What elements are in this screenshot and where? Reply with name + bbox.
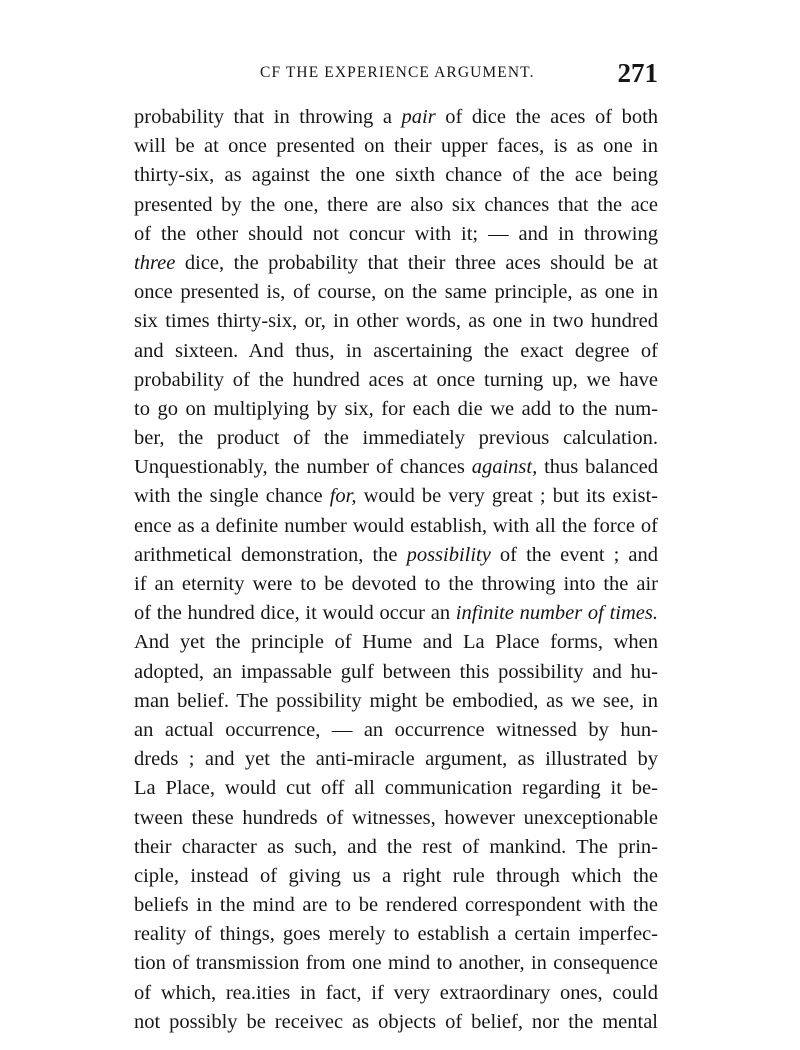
- text-segment: and sixteen. And thus, in ascertaining the exact degree of: [134, 339, 658, 362]
- text-line: [134, 424, 658, 453]
- text-line: [134, 307, 658, 336]
- text-line: [134, 979, 658, 1008]
- text-segment: man belief. The possibility might be embodied, as we see, in: [134, 689, 658, 712]
- text-segment: ber, the product of the immediately previous calculation.: [134, 427, 658, 450]
- text-line: [134, 745, 658, 774]
- text-segment: once presented is, of course, on the same principle, as one in: [134, 281, 658, 304]
- text-line: [134, 1008, 658, 1037]
- text-line: [134, 220, 658, 249]
- text-line: [134, 482, 658, 511]
- italic-text: against,: [471, 456, 538, 479]
- text-segment: thus balanced: [537, 456, 659, 479]
- running-head: [134, 60, 658, 90]
- text-segment: beliefs in the mind are to be rendered correspondent with the: [134, 894, 658, 917]
- text-segment: dice, the probability that their three aces should be at: [175, 251, 658, 274]
- body-text: [134, 103, 658, 1037]
- text-segment: not possibly be receivec as objects of belief, nor the mental: [134, 1010, 658, 1033]
- text-segment: will be at once presented on their upper faces, is as one in: [134, 135, 658, 158]
- text-line: [134, 949, 658, 978]
- text-line: [134, 278, 658, 307]
- text-segment: La Place, would cut off all communication regarding it be-: [134, 777, 658, 800]
- running-title: CF THE EXPERIENCE ARGUMENT.: [260, 64, 535, 81]
- text-segment: ciple, instead of giving us a right rule through which the: [134, 864, 658, 887]
- text-segment: tween these hundreds of witnesses, however unexceptionable: [134, 806, 658, 829]
- text-line: [134, 628, 658, 657]
- text-line: [134, 833, 658, 862]
- text-line: [134, 862, 658, 891]
- text-segment: Unquestionably, the number of chances: [134, 456, 472, 479]
- text-line: [134, 804, 658, 833]
- italic-text: possibility: [406, 543, 491, 566]
- text-line: [134, 512, 658, 541]
- text-line: [134, 716, 658, 745]
- text-line: [134, 337, 658, 366]
- text-line: [134, 541, 658, 570]
- text-line: [134, 132, 658, 161]
- text-segment: six times thirty-six, or, in other words, as one in two hundred: [134, 310, 658, 333]
- text-segment: probability that in throwing a: [134, 106, 402, 128]
- text-segment: And yet the principle of Hume and La Place forms, when: [134, 631, 658, 654]
- text-segment: of the event ; and: [490, 543, 659, 566]
- text-line: [134, 249, 658, 278]
- text-segment: of the other should not concur with it; — and in throwing: [134, 222, 658, 245]
- text-segment: tion of transmission from one mind to another, in consequence: [134, 952, 658, 975]
- text-segment: to go on multiplying by six, for each die we add to the num-: [134, 397, 658, 420]
- text-line: [134, 687, 658, 716]
- text-segment: adopted, an impassable gulf between this possibility and hu-: [134, 660, 658, 683]
- text-segment: thirty-six, as against the one sixth chance of the ace being: [134, 164, 658, 187]
- text-line: [134, 658, 658, 687]
- text-line: [134, 103, 658, 132]
- text-line: [134, 395, 658, 424]
- text-segment: arithmetical demonstration, the: [134, 543, 407, 566]
- text-line: [134, 191, 658, 220]
- text-segment: of the hundred dice, it would occur an: [134, 602, 456, 625]
- text-segment: ence as a definite number would establish, with all the force of: [134, 514, 658, 537]
- text-line: [134, 891, 658, 920]
- text-segment: would be very great ; but its exist-: [356, 485, 658, 508]
- text-line: [134, 774, 658, 803]
- text-segment: probability of the hundred aces at once turning up, we have: [134, 368, 658, 391]
- text-segment: of which, rea.ities in fact, if very extraordinary ones, could: [134, 981, 658, 1004]
- italic-text: pair: [401, 106, 436, 128]
- text-segment: an actual occurrence, — an occurrence witnessed by hun-: [134, 718, 658, 741]
- italic-text: infinite number of times.: [455, 602, 658, 625]
- text-segment: reality of things, goes merely to establish a certain imperfec-: [134, 923, 658, 946]
- text-line: [134, 570, 658, 599]
- text-line: [134, 366, 658, 395]
- text-segment: with the single chance: [134, 485, 330, 508]
- page-number: 271: [617, 58, 658, 88]
- text-segment: of dice the aces of both: [435, 106, 659, 128]
- text-line: [134, 920, 658, 949]
- italic-text: three: [134, 251, 176, 274]
- text-segment: presented by the one, there are also six chances that the ace: [134, 193, 658, 216]
- italic-text: for,: [329, 485, 357, 508]
- text-segment: their character as such, and the rest of mankind. The prin-: [134, 835, 658, 858]
- text-segment: dreds ; and yet the anti-miracle argument, as illustrated by: [134, 748, 658, 771]
- text-line: [134, 453, 658, 482]
- text-segment: if an eternity were to be devoted to the throwing into the air: [134, 573, 658, 595]
- text-line: [134, 599, 658, 628]
- text-line: [134, 161, 658, 190]
